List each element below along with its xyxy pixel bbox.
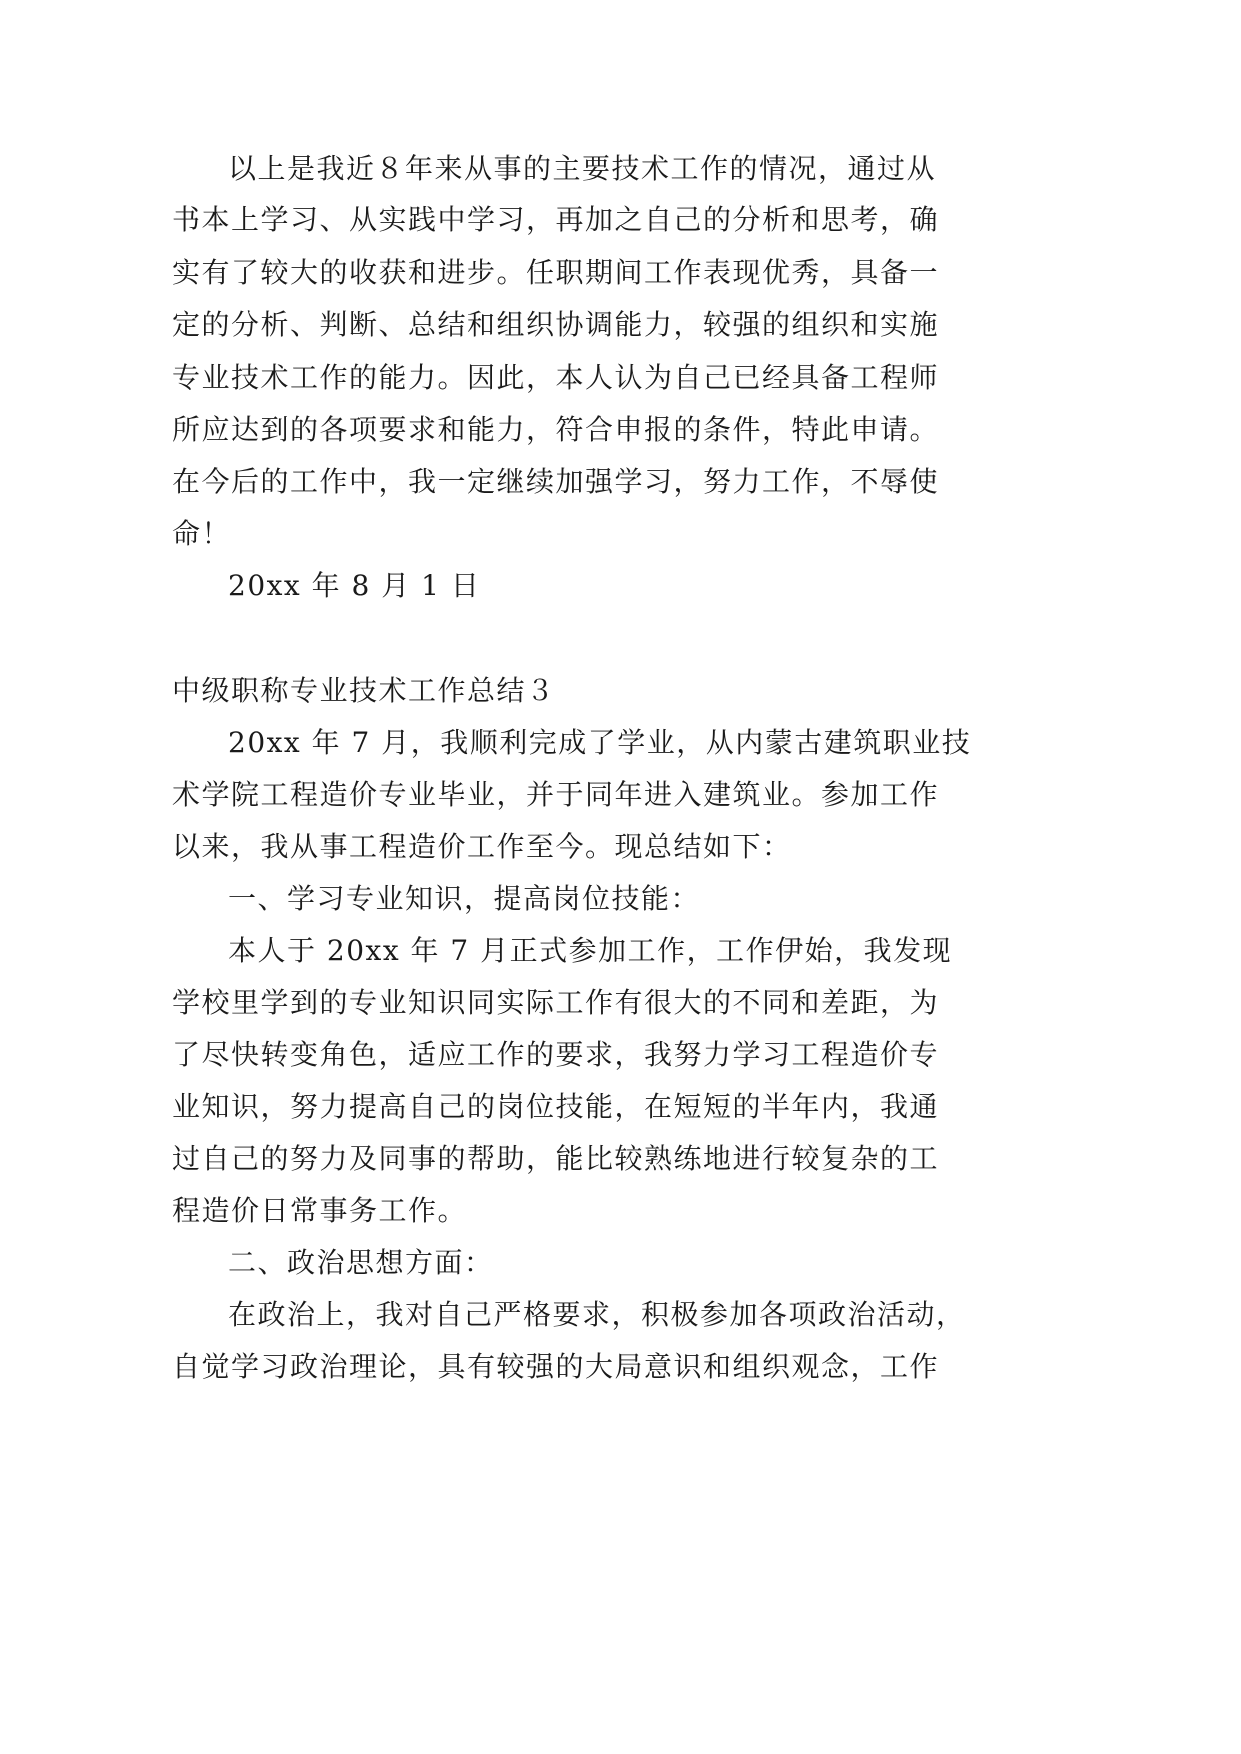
paragraph-line: 程造价日常事务工作。	[172, 1194, 468, 1227]
paragraph-line: 以上是我近８年来从事的主要技术工作的情况，通过从	[228, 152, 937, 185]
paragraph-line: 定的分析、判断、总结和组织协调能力，较强的组织和实施	[172, 308, 940, 341]
paragraph-line: 书本上学习、从实践中学习，再加之自己的分析和思考，确	[172, 203, 940, 236]
paragraph-line: 在政治上，我对自己严格要求，积极参加各项政治活动，	[228, 1298, 966, 1331]
paragraph-line: 本人于 20xx 年 7 月正式参加工作，工作伊始，我发现	[228, 934, 953, 967]
paragraph-line: 实有了较大的收获和进步。任职期间工作表现优秀，具备一	[172, 256, 940, 289]
subheading: 一、学习专业知识，提高岗位技能：	[228, 882, 701, 915]
paragraph-line: 了尽快转变角色，适应工作的要求，我努力学习工程造价专	[172, 1038, 940, 1071]
section-title: 中级职称专业技术工作总结３	[172, 674, 556, 707]
paragraph-line: 自觉学习政治理论，具有较强的大局意识和组织观念，工作	[172, 1350, 940, 1383]
paragraph-line: 命！	[172, 517, 232, 550]
paragraph-line: 专业技术工作的能力。因此，本人认为自己已经具备工程师	[172, 361, 940, 394]
paragraph-line: 学校里学到的专业知识同实际工作有很大的不同和差距，为	[172, 986, 940, 1019]
paragraph-line: 所应达到的各项要求和能力，符合申报的条件，特此申请。	[172, 413, 940, 446]
subheading: 二、政治思想方面：	[228, 1246, 494, 1279]
paragraph-line: 在今后的工作中，我一定继续加强学习，努力工作，不辱使	[172, 465, 940, 498]
paragraph-line: 过自己的努力及同事的帮助，能比较熟练地进行较复杂的工	[172, 1142, 940, 1175]
paragraph-line: 业知识，努力提高自己的岗位技能，在短短的半年内，我通	[172, 1090, 940, 1123]
paragraph-line: 术学院工程造价专业毕业，并于同年进入建筑业。参加工作	[172, 778, 940, 811]
paragraph-line: 20xx 年 7 月，我顺利完成了学业，从内蒙古建筑职业技	[228, 726, 972, 759]
date-line: 20xx 年 8 月 1 日	[228, 569, 481, 602]
paragraph-line: 以来，我从事工程造价工作至今。现总结如下：	[172, 830, 792, 863]
